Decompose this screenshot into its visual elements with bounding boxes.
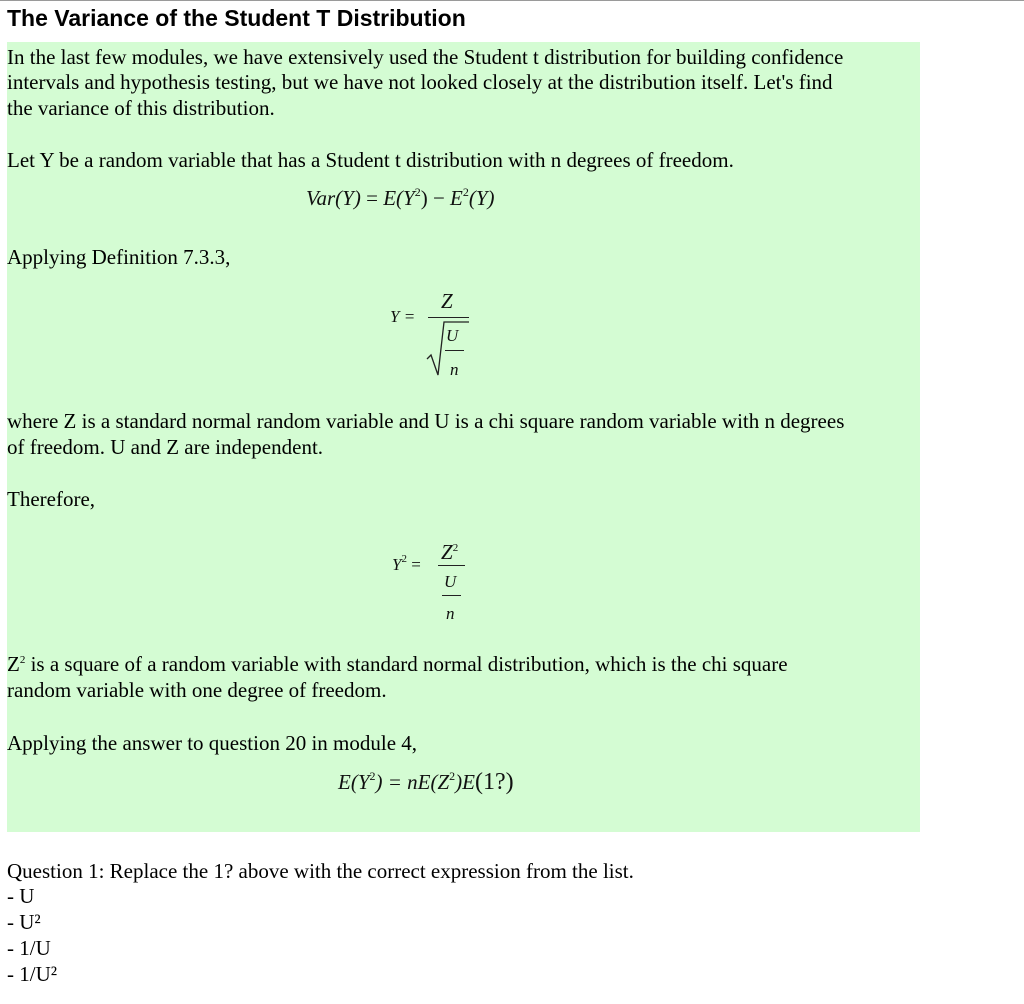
option-u-squared: - U² bbox=[7, 910, 41, 934]
z2-line-1-rest: is a square of a random variable with standard normal distribution, which is the chi square bbox=[25, 652, 788, 676]
ey2-sup-2: 2 bbox=[449, 769, 456, 783]
let-y-paragraph: Let Y be a random variable that has a Student t distribution with n degrees of freedom. bbox=[7, 148, 734, 172]
y-numerator: Z bbox=[441, 289, 453, 313]
y2-numerator: $Z^2$ bbox=[441, 540, 459, 564]
expectation-equation bbox=[338, 770, 514, 797]
z2-line-2: random variable with one degree of freedom. bbox=[7, 678, 387, 702]
var-minus: − bbox=[427, 186, 451, 210]
ey2-c: )E bbox=[455, 770, 475, 794]
var-e2: E bbox=[450, 186, 463, 210]
page-title: The Variance of the Student T Distribution bbox=[7, 5, 466, 31]
therefore-text: Therefore, bbox=[7, 487, 96, 511]
where-line-2: of freedom. U and Z are independent. bbox=[7, 435, 324, 459]
y2-inner-fraction-bar bbox=[442, 595, 461, 596]
var-lhs: Var(Y) bbox=[306, 186, 361, 210]
var-e1: E(Y bbox=[383, 186, 415, 210]
z2-letter: Z bbox=[7, 652, 20, 676]
z2-line-1 bbox=[7, 652, 917, 681]
variance-equation bbox=[306, 186, 495, 213]
var-e2-rest: (Y) bbox=[468, 186, 495, 210]
var-equals: = bbox=[360, 186, 384, 210]
var-sup-2: 2 bbox=[462, 185, 469, 199]
where-line-1: where Z is a standard normal random variable and U is a chi square random variable with n degrees bbox=[7, 409, 845, 433]
var-e1-close: ) bbox=[420, 186, 428, 210]
option-u: - U bbox=[7, 884, 35, 908]
intro-line-3: the variance of this distribution. bbox=[7, 96, 275, 120]
y-inner-fraction-bar bbox=[445, 350, 464, 351]
var-sup-1: 2 bbox=[414, 185, 421, 199]
question-prompt: Question 1: Replace the 1? above with the correct expression from the list. bbox=[7, 859, 634, 883]
y2-denominator-n: n bbox=[446, 604, 455, 623]
applying-answer: Applying the answer to question 20 in module 4, bbox=[7, 731, 418, 755]
ey2-d: (1?) bbox=[475, 769, 514, 795]
ey2-b: ) = nE(Z bbox=[375, 770, 450, 794]
option-one-over-u: - 1/U bbox=[7, 936, 51, 960]
ey2-a: E(Y bbox=[338, 770, 370, 794]
y-lhs: Y = bbox=[390, 307, 416, 326]
option-one-over-u-squared: - 1/U² bbox=[7, 962, 58, 986]
ey2-sup-1: 2 bbox=[369, 769, 376, 783]
y-denominator-u: U bbox=[446, 326, 459, 345]
y2-fraction-bar bbox=[438, 565, 465, 566]
y2-denominator-u: U bbox=[444, 572, 457, 591]
y2-lhs: $Y^2$ = bbox=[392, 553, 421, 574]
top-rule bbox=[0, 0, 1024, 1]
y-fraction-bar bbox=[428, 317, 469, 318]
applying-definition: Applying Definition 7.3.3, bbox=[7, 245, 231, 269]
y-denominator-n: n bbox=[450, 360, 459, 379]
intro-line-2: intervals and hypothesis testing, but we have not looked closely at the distribution itself. Let's find bbox=[7, 70, 833, 94]
z2-superscript: 2 bbox=[19, 654, 26, 666]
intro-line-1: In the last few modules, we have extensively used the Student t distribution for building confidence bbox=[7, 45, 844, 69]
